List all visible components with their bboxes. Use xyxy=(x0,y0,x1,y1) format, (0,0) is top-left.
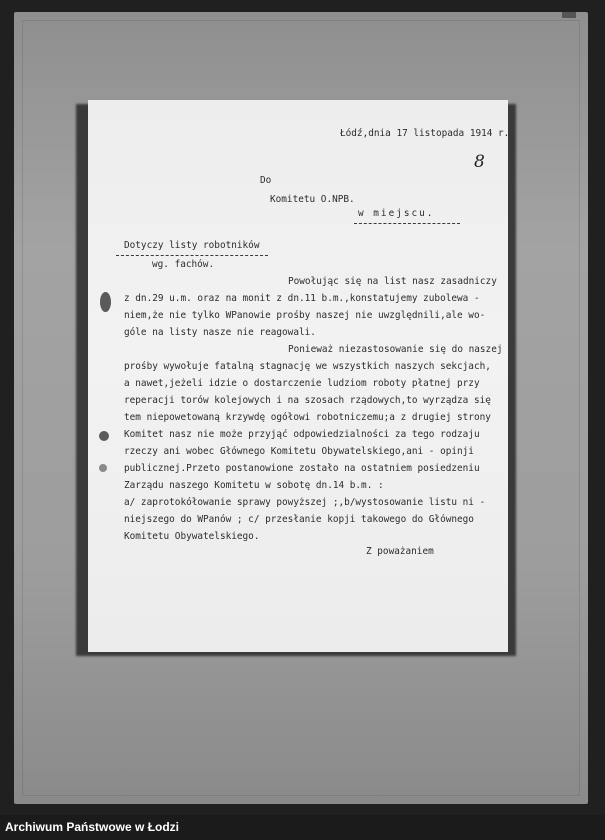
body-line: z dn.29 u.m. oraz na monit z dn.11 b.m.,konstatujemy zubolewa - xyxy=(124,293,480,304)
body-line: góle na listy nasze nie reagowali. xyxy=(124,327,316,338)
body-line: niejszego do WPanów ; c/ przesłanie kopji takowego do Głównego xyxy=(124,514,474,525)
body-line: a/ zaprotokółowanie sprawy powyższej ;,b/wystosowanie listu ni - xyxy=(124,497,486,508)
subject-line-2: wg. fachów. xyxy=(152,259,215,270)
subject-underline xyxy=(116,255,268,256)
closing-salutation: Z poważaniem xyxy=(366,546,434,557)
board-corner-mark xyxy=(562,12,576,18)
punch-hole-top xyxy=(100,292,111,312)
body-line: publicznej.Przeto postanowione zostało na ostatniem posiedzeniu xyxy=(124,463,480,474)
body-line: niem,że nie tylko WPanowie prośby naszej nie uwzględnili,ale wo- xyxy=(124,310,486,321)
punch-hole-bottom xyxy=(99,464,107,472)
letter-date: Łódź,dnia 17 listopada 1914 r. xyxy=(340,128,510,139)
recipient-place: w miejscu. xyxy=(358,208,435,219)
letter-sheet xyxy=(88,100,508,652)
body-line: rzeczy ani wobec Głównego Komitetu Obywatelskiego,ani - opinji xyxy=(124,446,474,457)
recipient-do: Do xyxy=(260,175,272,186)
punch-hole-middle xyxy=(99,431,109,441)
archive-name: Archiwum Państwowe w Łodzi xyxy=(5,820,180,834)
handwritten-page-number: 8 xyxy=(474,152,485,172)
body-line: reperacji torów kolejowych i na szosach rządowych,to wyrządza się xyxy=(124,395,491,406)
body-line: Komitet nasz nie może przyjąć odpowiedzialności za tego rodzaju xyxy=(124,429,480,440)
body-line: Komitetu Obywatelskiego. xyxy=(124,531,260,542)
footer-bar xyxy=(0,815,605,840)
body-line: tem niepowetowaną krzywdę ogółowi robotniczemu;a z drugiej strony xyxy=(124,412,491,423)
body-line: prośby wywołuje fatalną stagnację we wszystkich naszych sekcjach, xyxy=(124,361,491,372)
body-line: Ponieważ niezastosowanie się do naszej xyxy=(288,344,503,355)
body-line: a nawet,jeżeli idzie o dostarczenie ludziom roboty płatnej przy xyxy=(124,378,480,389)
recipient-name: Komitetu O.NPB. xyxy=(270,194,355,205)
subject-line-1: Dotyczy listy robotników xyxy=(124,240,260,251)
recipient-underline xyxy=(354,223,460,224)
body-line: Zarządu naszego Komitetu w sobotę dn.14 b.m. : xyxy=(124,480,384,491)
body-line: Powołując się na list nasz zasadniczy xyxy=(288,276,497,287)
